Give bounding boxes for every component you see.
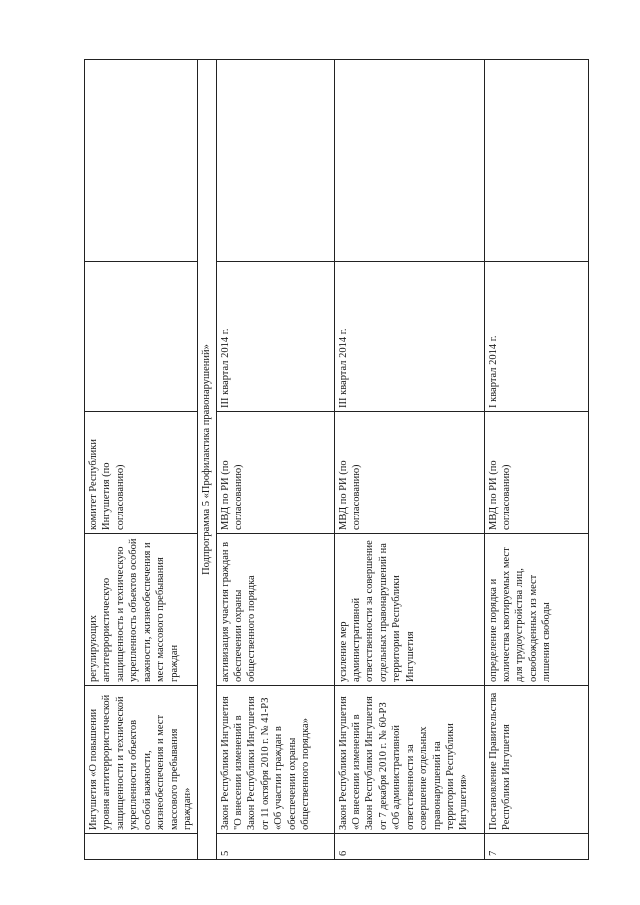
executor-cell: комитет Республики Ингушетия (по согласованию) [85,412,198,534]
table-row [334,60,484,860]
document-name: Закон Республики Ингушетия «О внесении изменений в Закон Республики Ингушетия от 7 декабря 2010 г. № 60-РЗ «Об административной ответственности за совершение отдельных правонарушений на территории Республики Ингушетия» [334,686,484,834]
note-cell [334,60,484,262]
goal-cell: усиление мер административной ответственности за совершение отдельных правонарушений на территории Республики Ингушетия [334,534,484,686]
document-name: Ингушетия «О повышении уровня антитеррористической защищенности и технической укрепленности объектов особой важности, жизнеобеспечения и мест массового пребывания граждан» [85,686,198,834]
term-cell: I квартал 2014 г. [484,262,588,412]
goal-cell: определение порядка и количества квотируемых мест для трудоустройства лиц, освобожденных из мест лишения свободы [484,534,588,686]
table-row [216,60,334,860]
executor-cell: МВД по РИ (по согласованию) [216,412,334,534]
term-cell [85,262,198,412]
note-cell [85,60,198,262]
row-number: 7 [484,834,588,860]
table-row [484,60,588,860]
table-row [85,60,198,860]
row-number: 5 [216,834,334,860]
document-name: Постановление Правительства Республики Ингушетия [484,686,588,834]
normative-acts-table [84,59,589,860]
goal-cell: регулирующих антитеррористическую защищенность и техническую укрепленность объектов особой важности, жизнеобеспечения и мест массового пребывания граждан [85,534,198,686]
row-number [85,834,198,860]
goal-cell: активизация участия граждан в обеспечении охраны общественного порядка [216,534,334,686]
subprogram-title: Подпрограмма 5 «Профилактика правонарушений» [197,60,216,860]
row-number: 6 [334,834,484,860]
rotated-table-wrapper [84,60,584,860]
subprogram-row [197,60,216,860]
executor-cell: МВД по РИ (по согласованию) [334,412,484,534]
term-cell: III квартал 2014 г. [334,262,484,412]
executor-cell: МВД по РИ (по согласованию) [484,412,588,534]
note-cell [216,60,334,262]
term-cell: III квартал 2014 г. [216,262,334,412]
document-name: Закон Республики Ингушетия "О внесении изменений в Закон Республики Ингушетия от 11 октября 2010 г. № 41-РЗ «Об участии граждан в обеспечении охраны общественного порядка» [216,686,334,834]
note-cell [484,60,588,262]
